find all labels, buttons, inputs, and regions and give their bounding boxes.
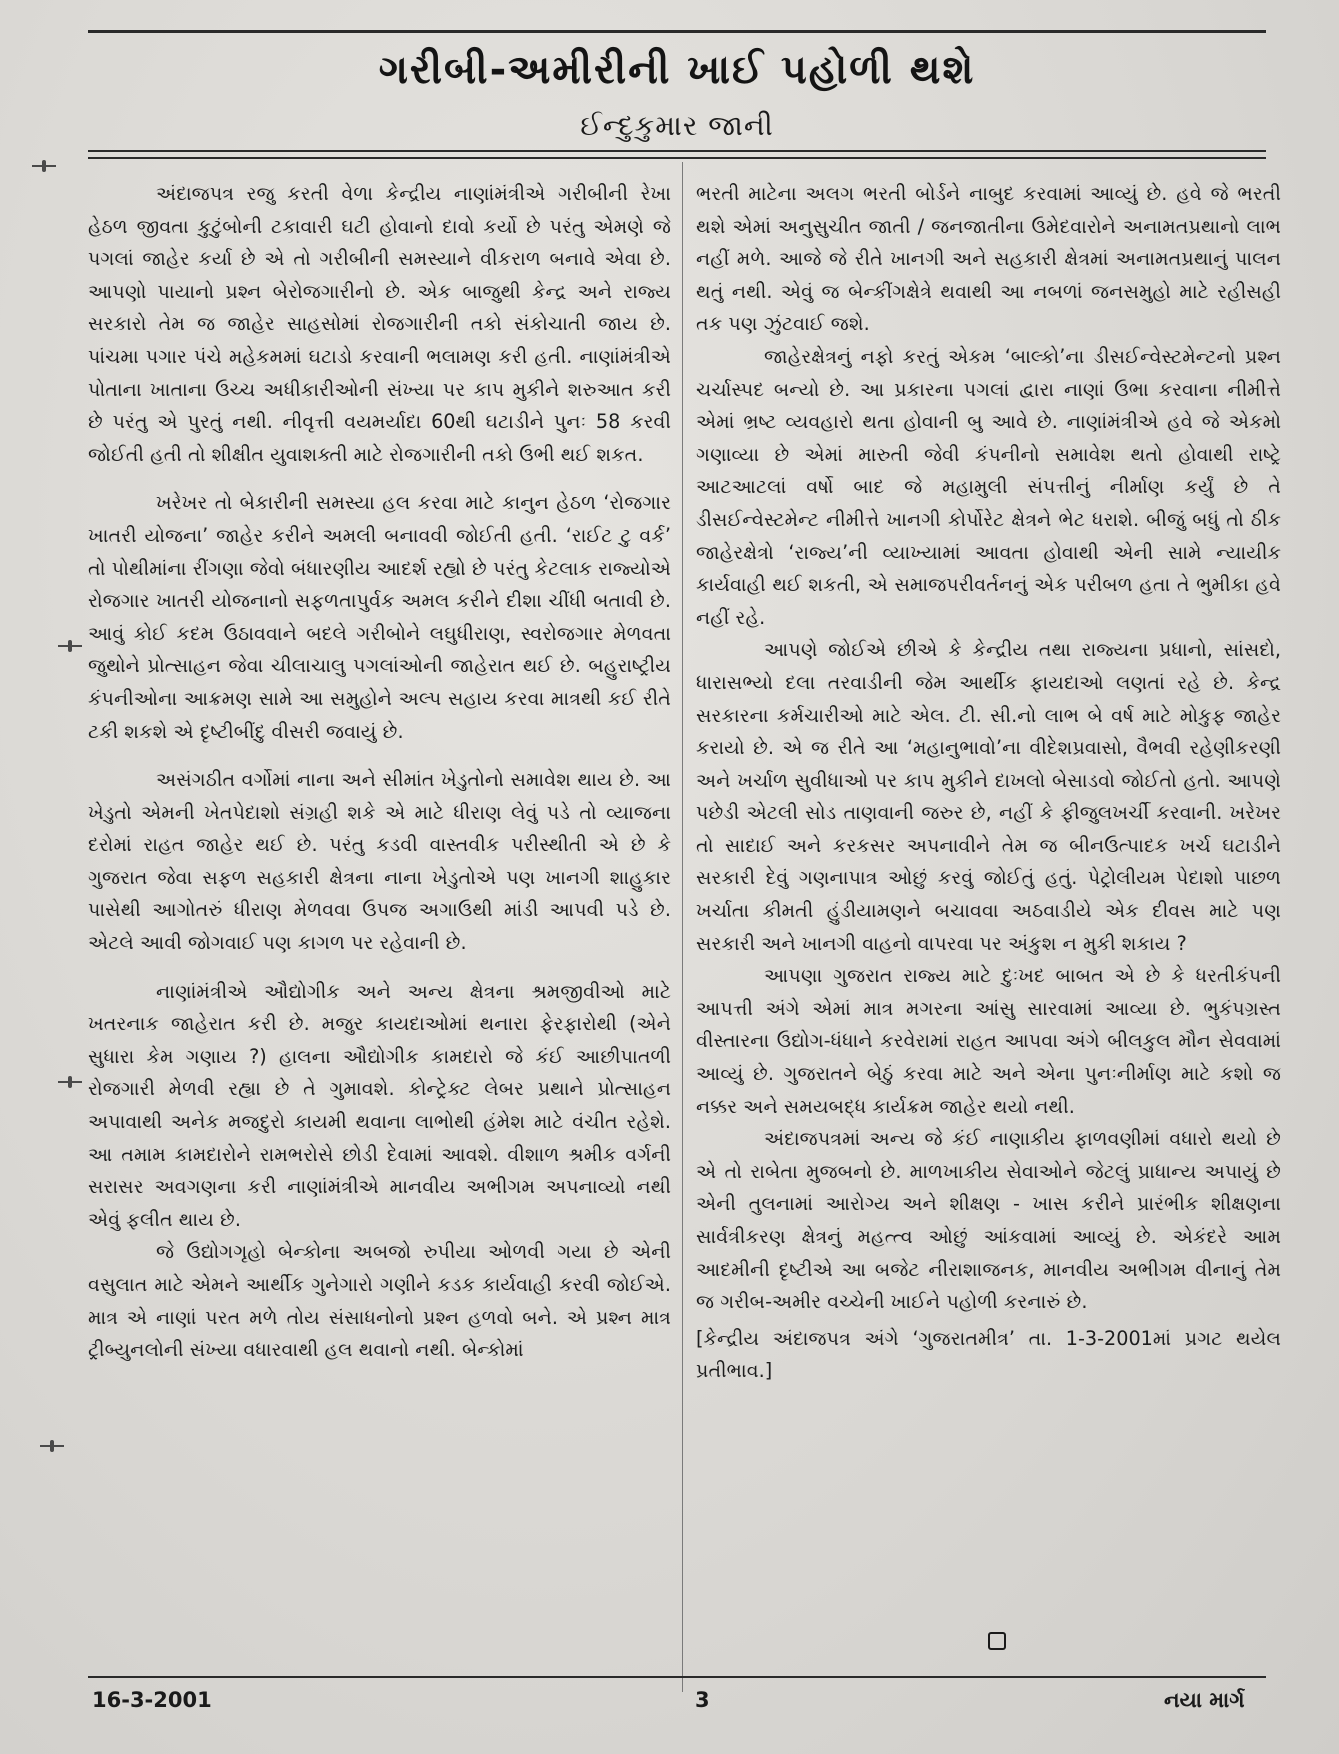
right-column [696,178,1281,1388]
paragraph: અંદાજપત્ર રજુ કરતી વેળા કેન્દ્રીય નાણાંમંત્રીએ ગરીબીની રેખા હેઠળ જીવતા કુટુંબોની ટકાવારી ઘટી હોવાનો દાવો કર્યો છે પરંતુ એમણે જે પગલાં જાહેર કર્યા છે એ તો ગરીબીની સમસ્યાને વીકરાળ બનાવે એવા છે. આપણો પાયાનો પ્રશ્ન બેરોજગારીનો છે. એક બાજુથી કેન્દ્ર અને રાજ્ય સરકારો તેમ જ જાહેર સાહસોમાં રોજગારીની તકો સંકોચાતી જાય છે. પાંચમા પગાર પંચે મહેકમમાં ઘટાડો કરવાની ભલામણ કરી હતી. નાણાંમંત્રીએ પોતાના ખાતાના ઉચ્ચ અધીકારીઓની સંખ્યા પર કાપ મુકીને શરુઆત કરી છે પરંતુ એ પુરતું નથી. નીવૃત્તી વયમર્યાદા 60થી ઘટાડીને પુનઃ 58 કરવી જોઈતી હતી તો શીક્ષીત યુવાશક્તી માટે રોજગારીની તકો ઉભી થઈ શકત. [88,182,671,466]
staple-hole-icon [58,1076,82,1088]
paragraph: જાહેરક્ષેત્રનું નફો કરતું એકમ ‘બાલ્કો’ના ડીસઈન્વેસ્ટમેન્ટનો પ્રશ્ન ચર્ચાસ્પદ બન્યો છે. આ પ્રકારના પગલાં દ્વારા નાણાં ઉભા કરવાના નીમીત્તે એમાં ભ્રષ્ટ વ્યવહારો થતા હોવાની બુ આવે છે. નાણાંમંત્રીએ હવે જે એકમો ગણાવ્યા છે એમાં મારુતી જેવી કંપનીનો સમાવેશ થતો હોવાથી રાષ્ટ્રે આટઆટલાં વર્ષો બાદ જે મહામુલી સંપત્તીનું નીર્માણ કર્યું છે તે ડીસઈન્વેસ્ટમેન્ટ નીમીત્તે ખાનગી કોર્પોરેટ ક્ષેત્રને ભેટ ધરાશે. બીજું બધું તો ઠીક જાહેરક્ષેત્રો ‘રાજ્ય’ની વ્યાખ્યામાં આવતા હોવાથી એની સામે ન્યાયીક કાર્યવાહી થઈ શકતી, એ સમાજપરીવર્તનનું એક પરીબળ હતા તે ભુમીકા હવે નહીં રહે. [696,344,1281,629]
paragraph: નાણાંમંત્રીએ ઔદ્યોગીક અને અન્ય ક્ષેત્રના શ્રમજીવીઓ માટે ખતરનાક જાહેરાત કરી છે. મજુર કાયદાઓમાં થનારા ફેરફારોથી (એને સુધારા કેમ ગણાય ?) હાલના ઔદ્યોગીક કામદારો જે કંઈ આછીપાતળી રોજગારી મેળવી રહ્યા છે તે ગુમાવશે. કોન્ટ્રેક્ટ લેબર પ્રથાને પ્રોત્સાહન અપાવાથી અનેક મજદુરો કાયમી થવાના લાભોથી હંમેશ માટે વંચીત રહેશે. આ તમામ કામદારોને રામભરોસે છોડી દેવામાં આવશે. વીશાળ શ્રમીક વર્ગની સરાસર અવગણના કરી નાણાંમંત્રીએ માનવીય અભીગમ અપનાવ્યો નથી એવું ફલીત થાય છે. [88,979,671,1231]
source-note: [કેન્દ્રીય અંદાજપત્ર અંગે ‘ગુજરાતમીત્ર’ તા. 1-3-2001માં પ્રગટ થયેલ પ્રતીભાવ.] [696,1326,1281,1383]
column-divider [682,162,683,1692]
article-title: ગરીબી-અમીરીની ખાઈ પહોળી થશે [378,47,976,93]
page-number: 3 [695,1688,710,1712]
magazine-name: નયા માર્ગ [1164,1688,1245,1712]
top-rule [88,30,1266,33]
paragraph: અસંગઠીત વર્ગોમાં નાના અને સીમાંત ખેડુતોનો સમાવેશ થાય છે. આ ખેડુતો એમની ખેતપેદાશો સંગ્રહી શકે એ માટે ધીરાણ લેવું પડે તો વ્યાજના દરોમાં રાહત જાહેર થઈ છે. પરંતુ કડવી વાસ્તવીક પરીસ્થીતી એ છે કે ગુજરાત જેવા સફળ સહકારી ક્ષેત્રના નાના ખેડુતોએ પણ ખાનગી શાહુકાર પાસેથી આગોતરું ધીરાણ મેળવવા ઉપજ અગાઉથી માંડી આપવી પડે છે. એટલે આવી જોગવાઈ પણ કાગળ પર રહેવાની છે. [88,768,671,955]
paragraph: ભરતી માટેના અલગ ભરતી બોર્ડને નાબુદ કરવામાં આવ્યું છે. હવે જે ભરતી થશે એમાં અનુસુચીત જાતી / જનજાતીના ઉમેદવારોને અનામતપ્રથાનો લાભ નહીં મળે. આજે જે રીતે ખાનગી અને સહકારી ક્ષેત્રમાં અનામતપ્રથાનું પાલન થતું નથી. એવું જ બેન્કીંગક્ષેત્રે થવાથી આ નબળાં જનસમુહો માટે રહીસહી તક પણ ઝુંટવાઈ જશે. [696,182,1281,336]
title-double-rule [88,150,1266,159]
square-end-mark-icon [988,1632,1006,1650]
left-column [88,178,671,1367]
staple-hole-icon [58,640,82,652]
staple-hole-icon [32,160,56,172]
staple-hole-icon [40,1440,64,1452]
footer-rule [88,1676,1266,1678]
paragraph: જે ઉદ્યોગગૃહો બેન્કોના અબજો રુપીયા ઓળવી ગયા છે એની વસુલાત માટે એમને આર્થીક ગુનેગારો ગણીને કડક કાર્યવાહી કરવી જોઈએ. માત્ર એ નાણાં પરત મળે તોય સંસાધનોનો પ્રશ્ન હળવો બને. એ પ્રશ્ન માત્ર ટ્રીબ્યુનલોની સંખ્યા વધારવાથી હલ થવાનો નથી. બેન્કોમાં [88,1240,671,1362]
footer-date: 16-3-2001 [92,1688,212,1712]
article-author: ઈન્દુકુમાર જાની [580,109,774,142]
paragraph: અંદાજપત્રમાં અન્ય જે કંઈ નાણાકીય ફાળવણીમાં વધારો થયો છે એ તો રાબેતા મુજબનો છે. માળખાકીય સેવાઓને જેટલું પ્રાધાન્ય અપાયું છે એની તુલનામાં આરોગ્ય અને શીક્ષણ - ખાસ કરીને પ્રારંભીક શીક્ષણના સાર્વત્રીકરણ ક્ષેત્રનું મહત્ત્વ ઓછું આંકવામાં આવ્યું છે. એકંદરે આમ આદમીની દૃષ્ટીએ આ બજેટ નીરાશાજનક, માનવીય અભીગમ વીનાનું તેમ જ ગરીબ-અમીર વચ્ચેની ખાઈને પહોળી કરનારું છે. [696,1127,1281,1314]
paragraph: આપણે જોઈએ છીએ કે કેન્દ્રીય તથા રાજ્યના પ્રધાનો, સાંસદો, ધારાસભ્યો દલા તરવાડીની જેમ આર્થીક ફાયદાઓ લણતાં રહે છે. કેન્દ્ર સરકારના કર્મચારીઓ માટે એલ. ટી. સી.નો લાભ બે વર્ષ માટે મોકુફ જાહેર કરાયો છે. એ જ રીતે આ ‘મહાનુભાવો’ના વીદેશપ્રવાસો, વૈભવી રહેણીકરણી અને ખર્ચાળ સુવીધાઓ પર કાપ મુકીને દાખલો બેસાડવો જોઈતો હતો. આપણે પછેડી એટલી સોડ તાણવાની જરુર છે, નહીં કે ફીજુલખર્ચી કરવાની. ખરેખર તો સાદાઈ અને કરકસર અપનાવીને તેમ જ બીનઉત્પાદક ખર્ચ ઘટાડીને સરકારી દેવું ગણનાપાત્ર ઓછું કરવું જોઈતું હતું. પેટ્રોલીયમ પેદાશો પાછળ ખર્ચાતા કીમતી હુંડીયામણને બચાવવા અઠવાડીયે એક દીવસ માટે પણ સરકારી અને ખાનગી વાહનો વાપરવા પર અંકુશ ન મુકી શકાય ? [696,638,1281,955]
paragraph: આપણા ગુજરાત રાજ્ય માટે દુઃખદ બાબત એ છે કે ધરતીકંપની આપત્તી અંગે એમાં માત્ર મગરના આંસુ સારવામાં આવ્યા છે. ભુકંપગ્રસ્ત વીસ્તારના ઉદ્યોગ-ધંધાને કરવેરામાં રાહત આપવા અંગે બીલકુલ મૌન સેવવામાં આવ્યું છે. ગુજરાતને બેઠું કરવા માટે અને એના પુનઃનીર્માણ માટે કશો જ નક્કર અને સમયબદ્ધ કાર્યક્રમ જાહેર થયો નથી. [696,964,1281,1118]
paragraph: ખરેખર તો બેકારીની સમસ્યા હલ કરવા માટે કાનુન હેઠળ ‘રોજગાર ખાતરી યોજના’ જાહેર કરીને અમલી બનાવવી જોઈતી હતી. ‘રાઈટ ટુ વર્ક’ તો પોથીમાંના રીંગણા જેવો બંધારણીય આદર્શ રહ્યો છે પરંતુ કેટલાક રાજ્યોએ રોજગાર ખાતરી યોજનાનો સફળતાપુર્વક અમલ કરીને દીશા ચીંધી બતાવી છે. આવું કોઈ કદમ ઉઠાવવાને બદલે ગરીબોને લઘુધીરાણ, સ્વરોજગાર મેળવતા જુથોને પ્રોત્સાહન જેવા ચીલાચાલુ પગલાંઓની જાહેરાત થઈ છે. બહુરાષ્ટ્રીય કંપનીઓના આક્રમણ સામે આ સમુહોને અલ્પ સહાય કરવા માત્રથી કઈ રીતે ટકી શકશે એ દૃષ્ટીબીંદુ વીસરી જવાયું છે. [88,491,671,743]
